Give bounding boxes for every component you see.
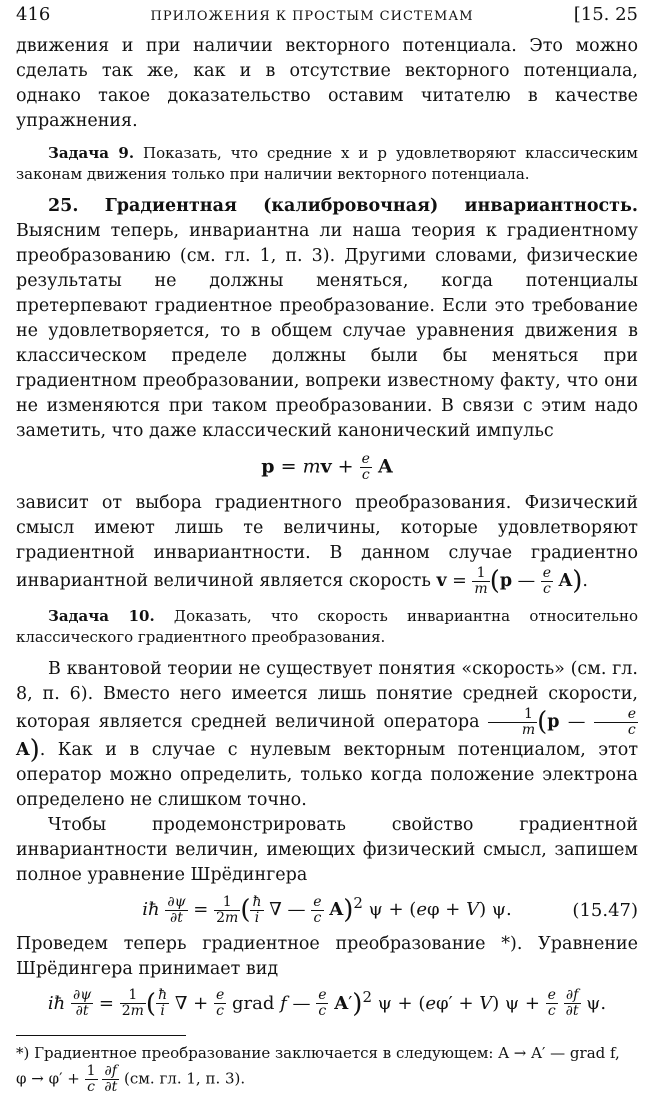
paragraph-demonstration: Чтобы продемонстрировать свойство градиентной инвариантности величин, имеющих физический смысл, запишем полное уравнение Шрёдингера (16, 815, 638, 885)
paragraph-quantum (16, 657, 638, 813)
task-9-label: Задача 9. (48, 144, 135, 162)
running-title: ПРИЛОЖЕНИЯ К ПРОСТЫМ СИСТЕМАМ (150, 9, 474, 24)
task-10 (16, 606, 638, 648)
section-25 (16, 194, 638, 444)
task-10-label: Задача 10. (48, 607, 155, 625)
footnote-ref: (см. гл. 1, п. 3). (123, 1069, 246, 1088)
page (16, 4, 638, 1095)
equation-velocity: v = $\frac{1}{m}$ (p — $\frac{e}{c}$ A). (436, 565, 588, 597)
equation-number: (15.47) (572, 900, 638, 921)
velocity-text: зависит от выбора градиентного преобразования. Физический смысл имеют лишь те величины, которые удовлетворяют градиентной инвариантности. В данном случае градиентно инвариантной величиной является скорость (16, 493, 638, 591)
page-header (16, 4, 638, 34)
equation-velocity-operator: $\frac{1}{m}$ (p — $\frac{e}{c}$ A) (16, 706, 636, 765)
footnote (16, 1042, 638, 1095)
section-25-text: Выясним теперь, инвариантна ли наша теория к градиентному преобразованию (см. гл. 1, п. 3). Другими словами, физические результаты не должны меняться, когда потенциалы претерпевают градиентное преобразование. Если это требование не удовлетворяется, то в общем случае уравнения движения в классическом пределе должны были бы меняться при градиентном преобразовании, вопреки известному факту, что они не изменяются при таком преобразовании. В связи с этим надо заметить, что даже классический канонический импульс (16, 221, 638, 441)
quantum-text-a: В квантовой теории не существует понятия «скорость» (см. гл. 8, п. 6). Вместо него имеется лишь понятие средней скорости, которая является средней величиной оператора (16, 659, 638, 732)
task-9 (16, 143, 638, 185)
task-9-text: Показать, что средние x и p удовлетворяют классическим законам движения только при наличии векторного потенциала. (16, 144, 638, 183)
equation-transformed: iħ $\frac{\partial\psi}{\partial t}$ = $\frac{1}{2m}$ ( $\frac{ħ}{i}$ ∇ + $\frac{e}{c}$ grad f — $\frac{e}{c}$ A′)$^2$ ψ + (eφ′ + V) ψ + $\frac{e}{c}$ $\frac{\partial f}{\partial t}$ ψ. (47, 987, 607, 1019)
paragraph-transform: Проведем теперь градиентное преобразование *). Уравнение Шрёдингера принимает вид (16, 933, 638, 979)
page-number: 416 (16, 4, 51, 25)
footnote-line-1: *) Градиентное преобразование заключается в следующем: A → A′ — grad f, (16, 1044, 620, 1062)
paragraph-gauge-invariance (16, 491, 638, 597)
footnote-rule (16, 1035, 186, 1036)
footnote-line-2: φ → φ′ + $\frac{1}{c}$ $\frac{\partial f}{\partial t}$ (см. гл. 1, п. 3). (16, 1063, 246, 1095)
section-25-heading: 25. Градиентная (калибровочная) инвариантность. (48, 196, 638, 216)
equation-15-47: iħ $\frac{\partial\psi}{\partial t}$ = $\frac{1}{2m}$ ( $\frac{ħ}{i}$ ∇ — $\frac{e}{c}$ A)$^2$ ψ + (eφ + V) ψ. (15.47) (142, 893, 638, 926)
equation-canonical-momentum: p = mv + $\frac{e}{c}$ A (261, 451, 393, 483)
task-10-text: Доказать, что скорость инвариантна относительно классического градиентного преобразования. (16, 607, 638, 646)
section-ref: [15. 25 (573, 4, 638, 25)
paragraph-continuation: движения и при наличии векторного потенциала. Это можно сделать так же, как и в отсутствие векторного потенциала, однако такое доказательство оставим читателю в качестве упражнения. (16, 36, 638, 131)
quantum-text-b: . Как и в случае с нулевым векторным потенциалом, этот оператор можно определить, только когда положение электрона определено не слишком точно. (16, 740, 638, 810)
